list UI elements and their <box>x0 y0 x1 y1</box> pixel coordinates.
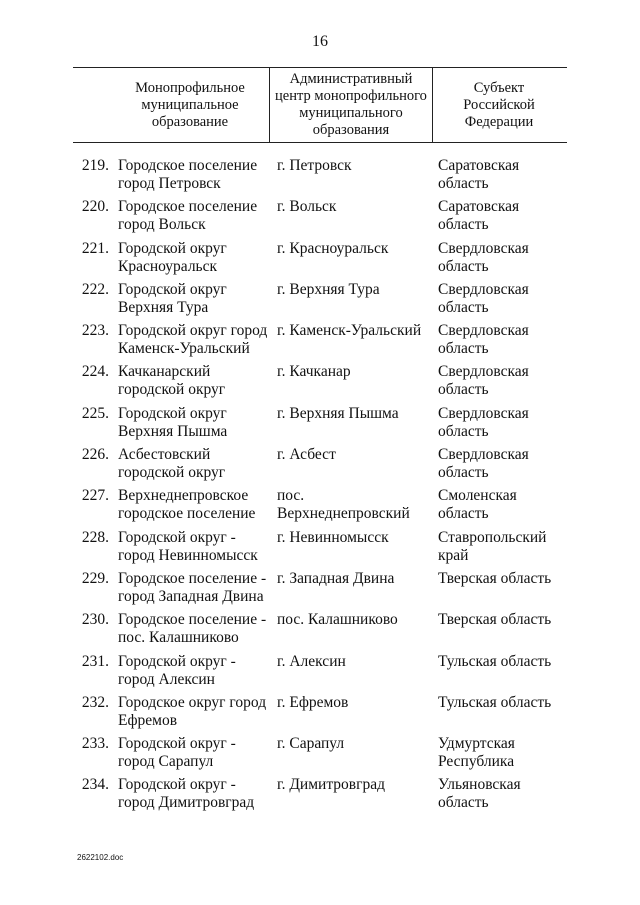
federal-subject: Свердловская область <box>438 280 529 316</box>
table-header <box>73 67 567 143</box>
federal-subject: Тверская область <box>438 569 552 587</box>
row-number: 225. <box>81 404 109 422</box>
municipal-formation-name: Городской округ Красноуральск <box>118 239 227 275</box>
row-number: 231. <box>81 652 109 670</box>
administrative-center: г. Красноуральск <box>277 239 389 257</box>
table-row <box>73 363 567 404</box>
municipal-formation-name: Городской округ - город Сарапул <box>118 735 236 771</box>
federal-subject: Свердловская область <box>438 239 529 275</box>
table-row <box>73 776 567 817</box>
table-row <box>73 570 567 611</box>
federal-subject: Свердловская область <box>438 363 529 399</box>
municipal-formation-name: Городское поселение - город Западная Двина <box>118 569 267 605</box>
administrative-center: пос. Верхнеднепровский <box>277 487 410 523</box>
row-number: 229. <box>81 569 109 587</box>
federal-subject: Удмуртская Республика <box>438 735 515 771</box>
table-row <box>73 694 567 735</box>
federal-subject: Свердловская область <box>438 322 529 358</box>
federal-subject: Саратовская область <box>438 157 520 192</box>
row-number: 230. <box>81 611 109 629</box>
municipal-formation-name: Городское поселение город Вольск <box>118 198 258 234</box>
administrative-center: г. Ефремов <box>277 693 349 711</box>
administrative-center: г. Алексин <box>277 652 346 670</box>
administrative-center: г. Невинномысск <box>277 528 389 546</box>
federal-subject: Ульяновская область <box>438 776 521 812</box>
federal-subject: Тульская область <box>438 693 552 711</box>
municipal-formation-name: Городской округ - город Невинномысск <box>118 528 258 564</box>
administrative-center: г. Каменск-Уральский <box>277 322 422 340</box>
row-number: 220. <box>81 198 109 216</box>
table-row <box>73 487 567 528</box>
row-number: 221. <box>81 239 109 257</box>
table-body <box>73 157 567 818</box>
municipal-formation-name: Городской округ - город Алексин <box>118 652 236 688</box>
administrative-center: пос. Калашниково <box>277 611 398 629</box>
municipal-formation-name: Городское поселение - пос. Калашниково <box>118 611 267 647</box>
administrative-center: г. Вольск <box>277 198 337 216</box>
federal-subject: Саратовская область <box>438 198 520 234</box>
table-row <box>73 611 567 652</box>
table-row <box>73 653 567 694</box>
row-number: 234. <box>81 776 109 794</box>
federal-subject: Ставропольский край <box>438 528 547 564</box>
header-administrative-center: Административный центр монопрофильного муниципального образования <box>269 68 433 142</box>
federal-subject: Свердловская область <box>438 404 529 440</box>
municipal-formation-name: Городской округ город Каменск-Уральский <box>118 322 268 358</box>
federal-subject: Смоленская область <box>438 487 517 523</box>
table-row <box>73 735 567 776</box>
municipal-formation-name: Городское округ город Ефремов <box>118 693 267 729</box>
row-number: 227. <box>81 487 109 505</box>
row-number: 226. <box>81 446 109 464</box>
row-number: 232. <box>81 693 109 711</box>
federal-subject: Свердловская область <box>438 446 529 482</box>
administrative-center: г. Асбест <box>277 446 336 464</box>
row-number: 222. <box>81 280 109 298</box>
administrative-center: г. Петровск <box>277 157 352 174</box>
federal-subject: Тверская область <box>438 611 552 629</box>
header-municipal-formation: Монопрофильное муниципальное образование <box>135 79 245 130</box>
administrative-center: г. Качканар <box>277 363 351 381</box>
table-row <box>73 157 567 198</box>
page-number: 16 <box>312 33 328 50</box>
administrative-center: г. Верхняя Тура <box>277 280 380 298</box>
administrative-center: г. Сарапул <box>277 735 345 753</box>
table-row <box>73 529 567 570</box>
table-row <box>73 322 567 363</box>
row-number: 223. <box>81 322 109 340</box>
table-row <box>73 198 567 239</box>
municipal-formation-name: Верхнеднепровское городское поселение <box>118 487 256 523</box>
table-row <box>73 281 567 322</box>
municipal-formation-name: Городской округ Верхняя Тура <box>118 280 227 316</box>
municipal-formation-name: Городской округ Верхняя Пышма <box>118 404 228 440</box>
table-row <box>73 446 567 487</box>
header-federal-subject: Субъект Российской Федерации <box>463 79 535 130</box>
row-number: 233. <box>81 735 109 753</box>
table-row <box>73 240 567 281</box>
table-row <box>73 405 567 446</box>
administrative-center: г. Димитровград <box>277 776 385 794</box>
municipal-formation-name: Городской округ - город Димитровград <box>118 776 255 812</box>
municipal-formation-name: Качканарский городской округ <box>118 363 226 399</box>
federal-subject: Тульская область <box>438 652 552 670</box>
row-number: 228. <box>81 528 109 546</box>
footer-filename: 2622102.doc <box>77 853 124 862</box>
row-number: 224. <box>81 363 109 381</box>
municipal-formation-name: Асбестовский городской округ <box>118 446 226 482</box>
row-number: 219. <box>81 157 109 174</box>
administrative-center: г. Западная Двина <box>277 569 395 587</box>
municipal-formation-name: Городское поселение город Петровск <box>118 157 258 192</box>
administrative-center: г. Верхняя Пышма <box>277 404 399 422</box>
